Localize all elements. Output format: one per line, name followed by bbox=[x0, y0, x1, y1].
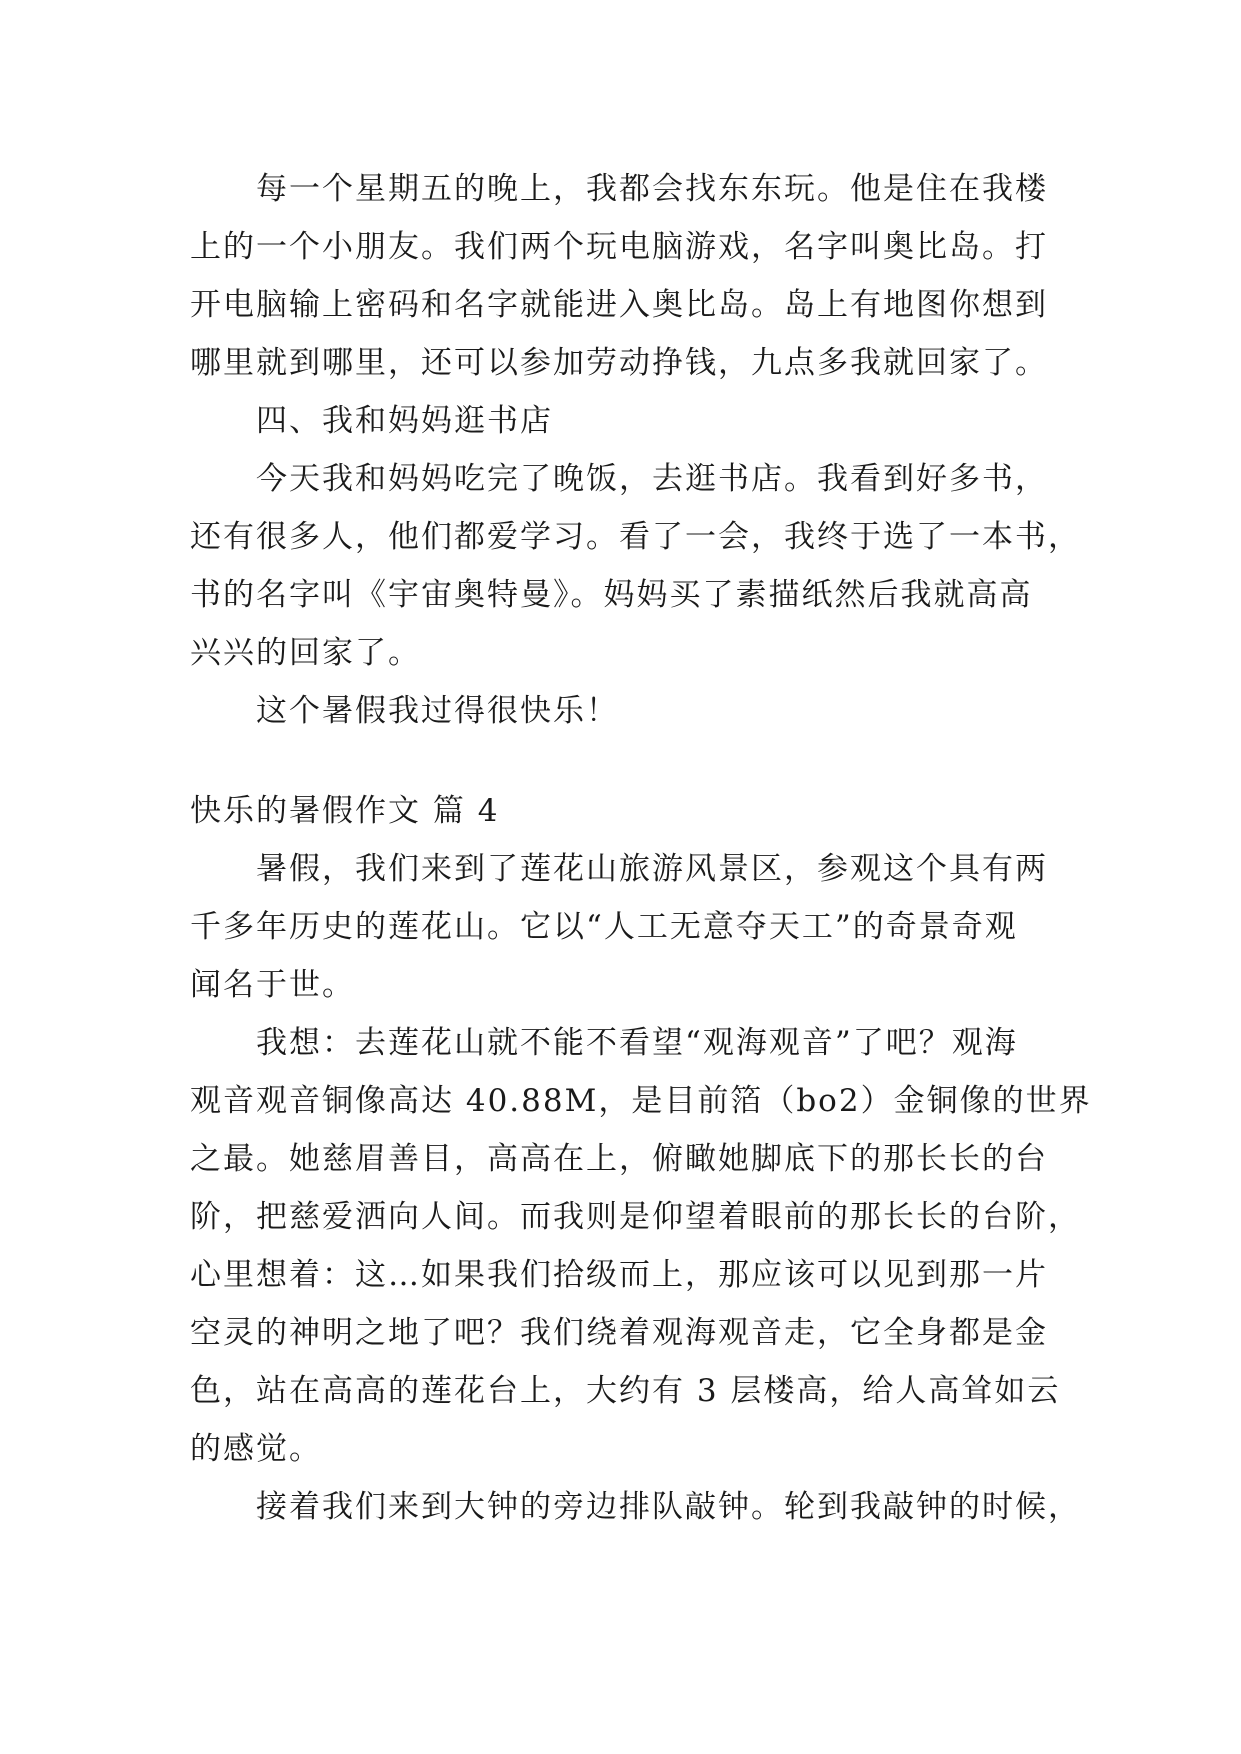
document-body bbox=[190, 160, 1092, 1536]
text-line: 空灵的神明之地了吧？我们绕着观海观音走，它全身都是金 bbox=[190, 1315, 1048, 1351]
text-line: 之最。她慈眉善目，高高在上，俯瞰她脚底下的那长长的台 bbox=[190, 1141, 1048, 1177]
text-line: 心里想着：这…如果我们拾级而上，那应该可以见到那一片 bbox=[190, 1257, 1048, 1293]
paragraph-guanyin-statue bbox=[190, 1014, 1092, 1478]
text-line: 的感觉。 bbox=[190, 1431, 322, 1467]
text-line: 哪里就到哪里，还可以参加劳动挣钱，九点多我就回家了。 bbox=[190, 345, 1048, 381]
text-line: 我想：去莲花山就不能不看望“观海观音”了吧？观海 bbox=[256, 1025, 1018, 1061]
text-line: 每一个星期五的晚上，我都会找东东玩。他是住在我楼 bbox=[256, 171, 1048, 207]
text-line: 阶，把慈爱洒向人间。而我则是仰望着眼前的那长长的台阶， bbox=[190, 1199, 1081, 1235]
text-line: 千多年历史的莲花山。它以“人工无意夺天工”的奇景奇观 bbox=[190, 909, 1018, 945]
text-line: 兴兴的回家了。 bbox=[190, 635, 421, 671]
section-spacer bbox=[190, 740, 1052, 782]
text-line: 闻名于世。 bbox=[190, 967, 355, 1003]
paragraph-bell bbox=[190, 1478, 1081, 1536]
text-line: 接着我们来到大钟的旁边排队敲钟。轮到我敲钟的时候， bbox=[256, 1489, 1081, 1525]
text-line: 开电脑输上密码和名字就能进入奥比岛。岛上有地图你想到 bbox=[190, 287, 1048, 323]
section-heading-bookstore: 四、我和妈妈逛书店 bbox=[256, 403, 553, 439]
text-line: 上的一个小朋友。我们两个玩电脑游戏，名字叫奥比岛。打 bbox=[190, 229, 1048, 265]
text-line: 观音观音铜像高达 40.88M，是目前箔（bo2）金铜像的世界 bbox=[190, 1083, 1092, 1119]
text-line: 还有很多人，他们都爱学习。看了一会，我终于选了一本书， bbox=[190, 519, 1081, 555]
text-line: 色，站在高高的莲花台上，大约有 3 层楼高，给人高耸如云 bbox=[190, 1373, 1061, 1409]
paragraph-bookstore bbox=[190, 450, 1081, 682]
essay-title: 快乐的暑假作文 篇 4 bbox=[190, 793, 500, 829]
text-line: 书的名字叫《宇宙奥特曼》。妈妈买了素描纸然后我就高高 bbox=[190, 577, 1033, 613]
paragraph-playing-games bbox=[190, 160, 1052, 392]
closing-line: 这个暑假我过得很快乐！ bbox=[256, 693, 619, 729]
paragraph-lotus-mountain-intro bbox=[190, 840, 1052, 1014]
text-line: 暑假，我们来到了莲花山旅游风景区，参观这个具有两 bbox=[256, 851, 1048, 887]
text-line: 今天我和妈妈吃完了晚饭，去逛书店。我看到好多书， bbox=[256, 461, 1048, 497]
